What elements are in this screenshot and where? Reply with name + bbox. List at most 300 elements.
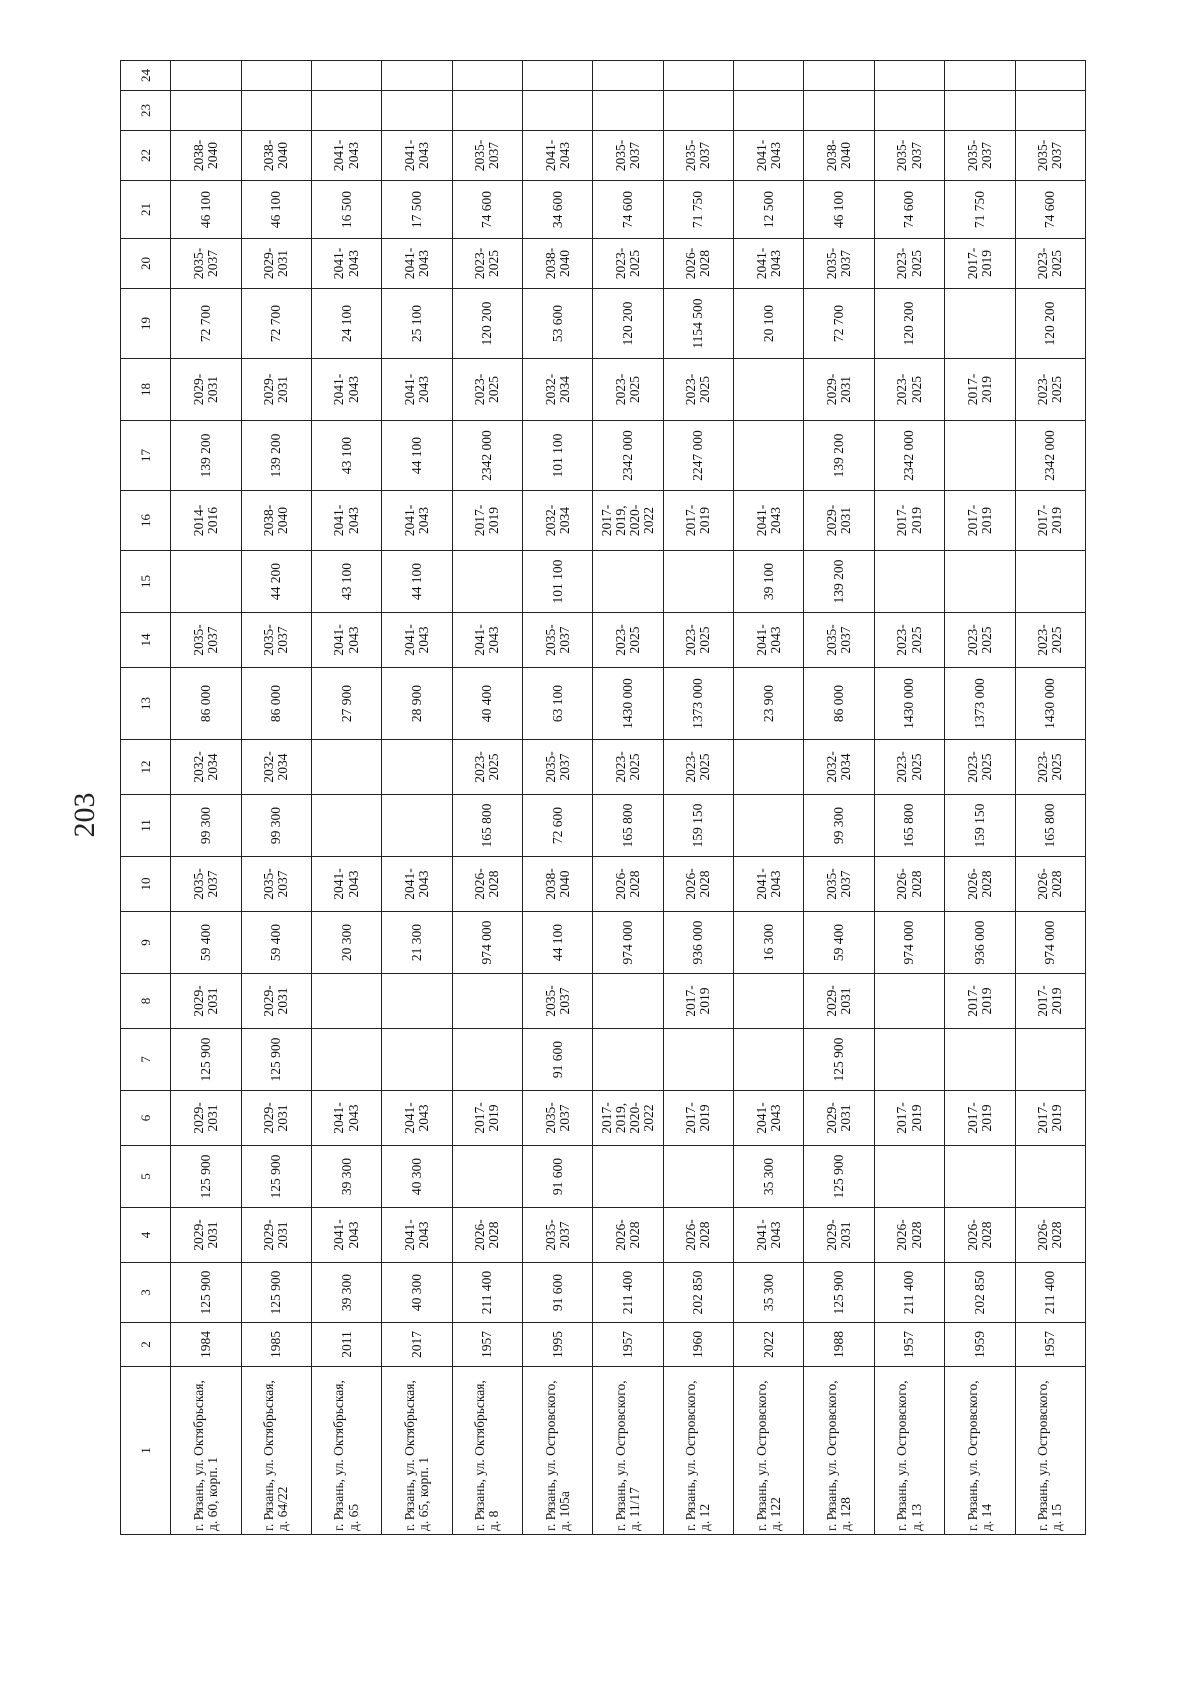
table-cell [945, 551, 1015, 613]
column-number-header: 22 [121, 131, 171, 181]
rotated-table-container [120, 60, 1086, 1535]
table-cell: 2041- 2043 [734, 239, 804, 289]
table-cell: 2023- 2025 [663, 740, 733, 795]
table-cell [311, 795, 381, 857]
table-cell: 2026- 2028 [874, 857, 944, 912]
table-cell: 125 900 [241, 1146, 311, 1208]
table-row [1015, 61, 1085, 1535]
table-cell: 17 500 [382, 181, 452, 239]
table-cell [593, 61, 663, 91]
table-cell: 2041- 2043 [311, 359, 381, 421]
table-cell [311, 1029, 381, 1091]
address-cell: г. Рязань, ул. Октябрьская, д. 8 [452, 1367, 522, 1535]
table-cell: 35 300 [734, 1263, 804, 1323]
table-row [171, 61, 241, 1535]
table-cell: 72 600 [523, 795, 593, 857]
table-cell [734, 1029, 804, 1091]
table-cell: 91 600 [523, 1029, 593, 1091]
table-cell: 2026- 2028 [945, 1208, 1015, 1263]
repair-schedule-table [120, 60, 1086, 1535]
table-cell: 63 100 [523, 668, 593, 740]
table-cell: 71 750 [945, 181, 1015, 239]
table-cell [874, 61, 944, 91]
table-cell: 2035- 2037 [1015, 131, 1085, 181]
table-cell: 2023- 2025 [452, 239, 522, 289]
table-cell: 71 750 [663, 181, 733, 239]
table-cell: 2032- 2034 [523, 491, 593, 551]
table-cell [945, 1146, 1015, 1208]
table-cell: 28 900 [382, 668, 452, 740]
table-cell: 46 100 [171, 181, 241, 239]
table-cell: 125 900 [171, 1029, 241, 1091]
address-cell: г. Рязань, ул. Островского, д. 14 [945, 1367, 1015, 1535]
table-cell: 2011 [311, 1323, 381, 1367]
table-cell: 2038- 2040 [171, 131, 241, 181]
table-cell: 2029- 2031 [804, 1091, 874, 1146]
table-cell: 1957 [1015, 1323, 1085, 1367]
table-cell: 2017- 2019 [874, 1091, 944, 1146]
table-cell: 21 300 [382, 912, 452, 974]
column-number-header: 19 [121, 289, 171, 359]
header-row [121, 61, 171, 1535]
table-cell: 74 600 [874, 181, 944, 239]
column-number-header: 9 [121, 912, 171, 974]
column-number-header: 23 [121, 91, 171, 131]
table-cell: 2017- 2019 [1015, 1091, 1085, 1146]
column-number-header: 20 [121, 239, 171, 289]
column-number-header: 8 [121, 974, 171, 1029]
table-cell: 2023- 2025 [593, 740, 663, 795]
table-cell: 2041- 2043 [382, 239, 452, 289]
table-cell: 91 600 [523, 1146, 593, 1208]
table-cell [593, 1146, 663, 1208]
table-cell: 12 500 [734, 181, 804, 239]
table-cell: 2017- 2019 [945, 491, 1015, 551]
table-cell: 211 400 [874, 1263, 944, 1323]
table-cell: 2029- 2031 [241, 359, 311, 421]
table-cell: 2017- 2019 [945, 239, 1015, 289]
table-cell [663, 1029, 733, 1091]
table-cell [945, 289, 1015, 359]
table-cell [1015, 1146, 1085, 1208]
table-cell: 2029- 2031 [241, 1091, 311, 1146]
table-cell: 20 100 [734, 289, 804, 359]
table-cell: 159 150 [663, 795, 733, 857]
table-cell: 2026- 2028 [663, 239, 733, 289]
table-cell [734, 91, 804, 131]
table-cell: 1957 [452, 1323, 522, 1367]
table-cell: 211 400 [1015, 1263, 1085, 1323]
table-cell: 2342 000 [593, 421, 663, 491]
table-row [311, 61, 381, 1535]
address-cell: г. Рязань, ул. Островского, д. 15 [1015, 1367, 1085, 1535]
table-cell: 2026- 2028 [663, 1208, 733, 1263]
table-cell: 39 300 [311, 1146, 381, 1208]
table-cell: 125 900 [804, 1146, 874, 1208]
table-cell: 86 000 [804, 668, 874, 740]
table-cell: 2014- 2016 [171, 491, 241, 551]
table-cell: 2026- 2028 [945, 857, 1015, 912]
table-cell: 2038- 2040 [241, 131, 311, 181]
table-cell: 1988 [804, 1323, 874, 1367]
table-cell: 2041- 2043 [452, 613, 522, 668]
table-cell: 2023- 2025 [452, 359, 522, 421]
table-cell: 2026- 2028 [874, 1208, 944, 1263]
address-cell: г. Рязань, ул. Островского, д. 12 [663, 1367, 733, 1535]
table-cell: 2029- 2031 [171, 359, 241, 421]
table-cell: 44 200 [241, 551, 311, 613]
table-cell: 86 000 [171, 668, 241, 740]
table-cell: 2017- 2019 [663, 1091, 733, 1146]
table-cell: 2023- 2025 [874, 359, 944, 421]
table-cell: 46 100 [241, 181, 311, 239]
table-cell: 44 100 [382, 551, 452, 613]
table-row [593, 61, 663, 1535]
table-cell: 99 300 [241, 795, 311, 857]
table-cell: 72 700 [171, 289, 241, 359]
table-cell [311, 974, 381, 1029]
table-cell: 2041- 2043 [734, 1091, 804, 1146]
column-number-header: 2 [121, 1323, 171, 1367]
column-number-header: 21 [121, 181, 171, 239]
table-cell: 165 800 [874, 795, 944, 857]
column-number-header: 3 [121, 1263, 171, 1323]
table-cell: 2017- 2019 [452, 1091, 522, 1146]
table-cell: 2041- 2043 [734, 857, 804, 912]
table-cell: 39 300 [311, 1263, 381, 1323]
table-cell: 2026- 2028 [1015, 1208, 1085, 1263]
table-cell: 2029- 2031 [804, 491, 874, 551]
table-cell: 2041- 2043 [734, 491, 804, 551]
table-cell: 59 400 [241, 912, 311, 974]
table-cell: 2032- 2034 [804, 740, 874, 795]
table-cell: 99 300 [804, 795, 874, 857]
table-row [663, 61, 733, 1535]
table-cell: 74 600 [593, 181, 663, 239]
table-cell: 2017- 2019 [945, 1091, 1015, 1146]
table-cell: 2038- 2040 [804, 131, 874, 181]
table-cell: 2035- 2037 [874, 131, 944, 181]
table-cell [382, 974, 452, 1029]
table-cell: 120 200 [874, 289, 944, 359]
table-cell: 2029- 2031 [241, 239, 311, 289]
table-cell: 2041- 2043 [734, 131, 804, 181]
table-cell: 2023- 2025 [663, 613, 733, 668]
table-cell: 120 200 [593, 289, 663, 359]
table-cell: 2026- 2028 [452, 1208, 522, 1263]
table-cell: 165 800 [593, 795, 663, 857]
table-cell [663, 1146, 733, 1208]
table-cell: 72 700 [241, 289, 311, 359]
table-cell: 2041- 2043 [382, 857, 452, 912]
column-number-header: 14 [121, 613, 171, 668]
table-cell: 1957 [593, 1323, 663, 1367]
table-cell [663, 551, 733, 613]
table-cell: 2035- 2037 [804, 857, 874, 912]
table-cell: 125 900 [171, 1263, 241, 1323]
table-cell: 1960 [663, 1323, 733, 1367]
column-number-header: 7 [121, 1029, 171, 1091]
table-cell: 2017- 2019 [452, 491, 522, 551]
table-cell: 2041- 2043 [382, 613, 452, 668]
table-cell: 2023- 2025 [1015, 740, 1085, 795]
table-cell: 2026- 2028 [1015, 857, 1085, 912]
table-cell: 59 400 [171, 912, 241, 974]
address-cell: г. Рязань, ул. Островского, д. 122 [734, 1367, 804, 1535]
table-cell: 2041- 2043 [311, 613, 381, 668]
table-cell: 120 200 [452, 289, 522, 359]
table-cell: 2023- 2025 [1015, 359, 1085, 421]
table-cell: 2041- 2043 [382, 359, 452, 421]
table-cell: 974 000 [1015, 912, 1085, 974]
table-cell [171, 61, 241, 91]
table-cell: 2023- 2025 [945, 740, 1015, 795]
table-cell [523, 91, 593, 131]
table-cell: 211 400 [452, 1263, 522, 1323]
table-cell: 2342 000 [874, 421, 944, 491]
table-cell [734, 61, 804, 91]
table-cell: 35 300 [734, 1146, 804, 1208]
table-cell [945, 91, 1015, 131]
table-cell: 2035- 2037 [171, 857, 241, 912]
table-cell: 974 000 [452, 912, 522, 974]
table-cell [874, 91, 944, 131]
table-cell: 99 300 [171, 795, 241, 857]
table-cell [382, 1029, 452, 1091]
table-cell: 2017- 2019 [945, 974, 1015, 1029]
table-cell: 2029- 2031 [804, 1208, 874, 1263]
table-cell: 2026- 2028 [593, 857, 663, 912]
table-cell: 2041- 2043 [382, 491, 452, 551]
table-cell: 2023- 2025 [593, 359, 663, 421]
table-cell: 1957 [874, 1323, 944, 1367]
table-cell: 2029- 2031 [241, 974, 311, 1029]
column-number-header: 17 [121, 421, 171, 491]
table-cell: 125 900 [804, 1029, 874, 1091]
table-cell: 2032- 2034 [523, 359, 593, 421]
table-cell: 165 800 [452, 795, 522, 857]
column-number-header: 10 [121, 857, 171, 912]
table-cell [382, 740, 452, 795]
table-cell: 2342 000 [452, 421, 522, 491]
table-cell: 974 000 [593, 912, 663, 974]
table-cell: 53 600 [523, 289, 593, 359]
table-cell: 43 100 [311, 551, 381, 613]
table-cell: 165 800 [1015, 795, 1085, 857]
table-cell [734, 421, 804, 491]
table-cell: 2035- 2037 [523, 974, 593, 1029]
table-cell: 2041- 2043 [382, 1091, 452, 1146]
table-cell [734, 740, 804, 795]
table-row [734, 61, 804, 1535]
table-cell: 2023- 2025 [1015, 239, 1085, 289]
table-cell: 2029- 2031 [804, 974, 874, 1029]
table-cell: 2041- 2043 [382, 1208, 452, 1263]
table-cell [452, 91, 522, 131]
table-cell: 2041- 2043 [523, 131, 593, 181]
table-cell: 2041- 2043 [311, 131, 381, 181]
table-cell: 2035- 2037 [945, 131, 1015, 181]
table-cell: 1373 000 [663, 668, 733, 740]
table-cell: 2017- 2019 [663, 974, 733, 1029]
table-cell [804, 91, 874, 131]
table-cell: 2023- 2025 [1015, 613, 1085, 668]
table-row [382, 61, 452, 1535]
column-number-header: 18 [121, 359, 171, 421]
table-row [241, 61, 311, 1535]
table-cell: 2026- 2028 [663, 857, 733, 912]
column-number-header: 16 [121, 491, 171, 551]
table-cell: 125 900 [804, 1263, 874, 1323]
table-cell: 101 100 [523, 421, 593, 491]
table-cell: 2041- 2043 [382, 131, 452, 181]
table-cell: 2041- 2043 [311, 1091, 381, 1146]
table-cell: 2029- 2031 [171, 1208, 241, 1263]
table-cell: 2022 [734, 1323, 804, 1367]
table-cell [945, 421, 1015, 491]
table-cell [452, 61, 522, 91]
table-cell: 139 200 [171, 421, 241, 491]
table-cell: 2029- 2031 [804, 359, 874, 421]
table-cell: 936 000 [945, 912, 1015, 974]
table-cell [241, 61, 311, 91]
table-cell: 1430 000 [874, 668, 944, 740]
column-number-header: 13 [121, 668, 171, 740]
table-cell: 2041- 2043 [311, 1208, 381, 1263]
table-cell: 86 000 [241, 668, 311, 740]
table-cell: 2023- 2025 [593, 613, 663, 668]
table-cell: 139 200 [241, 421, 311, 491]
table-cell: 40 300 [382, 1263, 452, 1323]
table-cell: 2026- 2028 [593, 1208, 663, 1263]
table-cell [311, 91, 381, 131]
column-number-header: 4 [121, 1208, 171, 1263]
table-cell: 202 850 [663, 1263, 733, 1323]
table-cell [382, 91, 452, 131]
table-cell [945, 61, 1015, 91]
column-number-header: 11 [121, 795, 171, 857]
table-cell: 1154 500 [663, 289, 733, 359]
address-cell: г. Рязань, ул. Островского, д. 11/17 [593, 1367, 663, 1535]
table-cell [452, 1146, 522, 1208]
table-cell [874, 1029, 944, 1091]
table-cell: 43 100 [311, 421, 381, 491]
table-cell: 74 600 [452, 181, 522, 239]
table-cell: 2017- 2019 [1015, 974, 1085, 1029]
table-cell: 1985 [241, 1323, 311, 1367]
table-cell: 2032- 2034 [241, 740, 311, 795]
table-cell: 40 300 [382, 1146, 452, 1208]
table-cell: 2035- 2037 [523, 740, 593, 795]
table-cell [593, 974, 663, 1029]
column-number-header: 6 [121, 1091, 171, 1146]
table-cell: 2035- 2037 [171, 613, 241, 668]
table-row [523, 61, 593, 1535]
table-cell [593, 551, 663, 613]
table-cell: 2035- 2037 [241, 857, 311, 912]
table-cell: 2017- 2019 [663, 491, 733, 551]
table-cell: 34 600 [523, 181, 593, 239]
table-cell [382, 61, 452, 91]
table-cell: 2041- 2043 [311, 491, 381, 551]
address-cell: г. Рязань, ул. Островского, д. 128 [804, 1367, 874, 1535]
table-cell [874, 551, 944, 613]
table-cell: 2017- 2019, 2020- 2022 [593, 1091, 663, 1146]
table-cell: 2035- 2037 [241, 613, 311, 668]
table-cell: 139 200 [804, 421, 874, 491]
table-cell: 40 400 [452, 668, 522, 740]
table-cell: 936 000 [663, 912, 733, 974]
table-cell [945, 1029, 1015, 1091]
table-cell: 2038- 2040 [241, 491, 311, 551]
table-cell: 159 150 [945, 795, 1015, 857]
table-cell: 2023- 2025 [874, 613, 944, 668]
table-cell: 16 300 [734, 912, 804, 974]
table-cell: 125 900 [171, 1146, 241, 1208]
table-cell: 139 200 [804, 551, 874, 613]
table-cell: 2041- 2043 [734, 1208, 804, 1263]
column-number-header: 5 [121, 1146, 171, 1208]
table-cell: 974 000 [874, 912, 944, 974]
table-row [804, 61, 874, 1535]
table-cell: 16 500 [311, 181, 381, 239]
table-cell: 2035- 2037 [523, 613, 593, 668]
table-cell: 2017- 2019, 2020- 2022 [593, 491, 663, 551]
table-cell: 2017 [382, 1323, 452, 1367]
table-cell [452, 1029, 522, 1091]
column-number-header: 24 [121, 61, 171, 91]
table-cell: 44 100 [382, 421, 452, 491]
address-cell: г. Рязань, ул. Октябрьская, д. 65, корп. 1 [382, 1367, 452, 1535]
table-cell: 27 900 [311, 668, 381, 740]
table-cell: 2035- 2037 [663, 131, 733, 181]
table-cell: 2041- 2043 [311, 857, 381, 912]
table-cell: 2035- 2037 [523, 1208, 593, 1263]
address-cell: г. Рязань, ул. Октябрьская, д. 64/22 [241, 1367, 311, 1535]
table-cell: 20 300 [311, 912, 381, 974]
address-cell: г. Рязань, ул. Островского, д. 13 [874, 1367, 944, 1535]
table-cell: 2032- 2034 [171, 740, 241, 795]
table-cell [663, 91, 733, 131]
table-cell: 2023- 2025 [874, 740, 944, 795]
table-cell [874, 1146, 944, 1208]
table-cell [171, 91, 241, 131]
table-cell [663, 61, 733, 91]
table-cell: 2023- 2025 [874, 239, 944, 289]
table-cell [382, 795, 452, 857]
table-cell: 2017- 2019 [1015, 491, 1085, 551]
table-cell [804, 61, 874, 91]
table-cell: 59 400 [804, 912, 874, 974]
table-cell: 2029- 2031 [241, 1208, 311, 1263]
address-cell: г. Рязань, ул. Октябрьская, д. 65 [311, 1367, 381, 1535]
table-cell: 211 400 [593, 1263, 663, 1323]
table-cell [1015, 551, 1085, 613]
table-cell [593, 1029, 663, 1091]
table-cell [1015, 61, 1085, 91]
table-cell: 25 100 [382, 289, 452, 359]
column-number-header: 12 [121, 740, 171, 795]
table-cell: 2023- 2025 [452, 740, 522, 795]
address-cell: г. Рязань, ул. Октябрьская, д. 60, корп. 1 [171, 1367, 241, 1535]
table-cell [734, 359, 804, 421]
table-cell: 2023- 2025 [593, 239, 663, 289]
table-cell: 2035- 2037 [593, 131, 663, 181]
table-cell: 2342 000 [1015, 421, 1085, 491]
table-cell: 2023- 2025 [945, 613, 1015, 668]
table-cell: 1373 000 [945, 668, 1015, 740]
table-cell [241, 91, 311, 131]
